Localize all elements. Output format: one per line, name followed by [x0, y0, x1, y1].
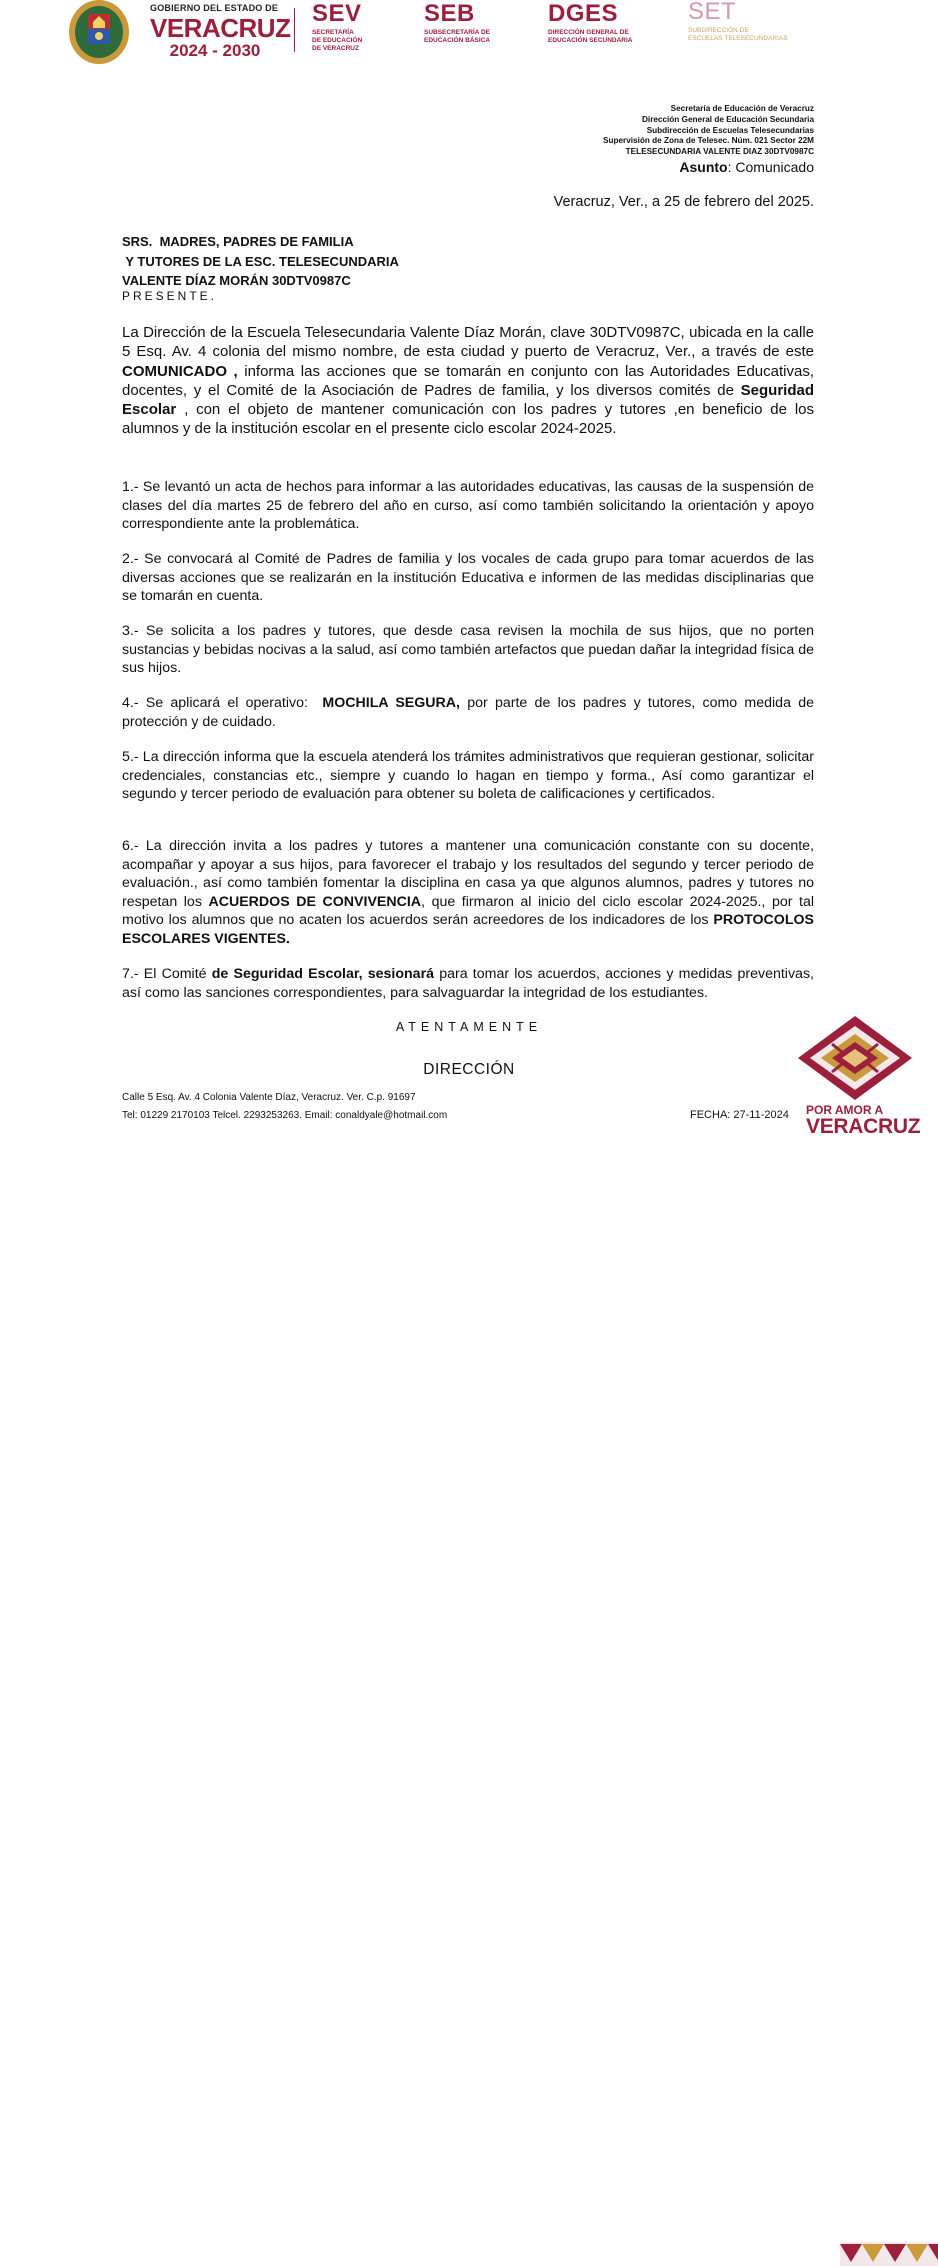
intro-text: informa las acciones que se tomarán en conjunto con las Autoridades Educativas, docentes, y el Comité de la Asociación de Padres de familia, y los diversos comités de: [122, 362, 814, 399]
letterhead-line: TELESECUNDARIA VALENTE DIAZ 30DTV0987C: [625, 147, 814, 157]
por-amor-a-veracruz-slogan: [806, 1104, 920, 1137]
dges-sub-line: DIRECCIÓN GENERAL DE: [548, 29, 629, 36]
gobierno-veracruz-logo: [150, 4, 290, 59]
seb-sub-line: EDUCACIÓN BÁSICA: [424, 37, 491, 45]
gobierno-line1: GOBIERNO DEL ESTADO DE: [150, 3, 279, 13]
item-bold: MOCHILA SEGURA,: [322, 695, 460, 711]
footer-address: Calle 5 Esq. Av. 4 Colonia Valente Díaz, Veracruz. Ver. C.p. 91697: [122, 1092, 416, 1103]
intro-bold: COMUNICADO ,: [122, 362, 238, 380]
item-3: 3.- Se solicita a los padres y tutores, que desde casa revisen la mochila de sus hijos, que no porten sustancias y bebidas nocivas a la salud, así como también artefactos que puedan dañar la integridad física de sus hijos.: [122, 623, 814, 677]
intro-text: La Dirección de la Escuela Telesecundaria Valente Díaz Morán, clave 30DTV0987C, ubicada en la calle 5 Esq. Av. 4 colonia del mismo nombre, de esta ciudad y puerto de Veracruz, Ver., a través de este: [122, 324, 814, 361]
letterhead-line: Secretaría de Educación de Veracruz: [670, 104, 814, 113]
sev-logo: [312, 2, 412, 53]
sev-sub-line: DE VERACRUZ: [312, 45, 359, 53]
recipients: [122, 232, 399, 291]
slogan-top: POR AMOR A: [806, 1103, 884, 1117]
dges-logo: [548, 2, 688, 45]
sev-acronym: SEV: [312, 0, 362, 27]
letterhead-line: Dirección General de Educación Secundaria: [642, 114, 814, 124]
item-text: 4.- Se aplicará el operativo:: [122, 695, 323, 711]
direccion-signature: DIRECCIÓN: [423, 1061, 515, 1078]
por-amor-a-veracruz-emblem-icon: [796, 1014, 914, 1100]
recipient-line: SRS. MADRES, PADRES DE FAMILIA: [122, 234, 354, 249]
header-divider: [294, 8, 295, 52]
item-7: [122, 965, 814, 1002]
intro-bold: Seguridad Escolar: [122, 381, 814, 419]
set-sub-line: SUBDIRECCIÓN DE: [688, 27, 749, 34]
asunto: [679, 159, 814, 175]
item-bold: de Seguridad Escolar, sesionará: [211, 966, 434, 982]
item-2: 2.- Se convocará al Comité de Padres de familia y los vocales de cada grupo para tomar acuerdos de las diversas acciones que se realizarán en la institución Educativa e informen de las medidas disciplinarias que se tomarán en cuenta.: [122, 551, 814, 605]
gobierno-line3: 2024 - 2030: [169, 41, 261, 60]
dges-sub-line: EDUCACIÓN SECUNDARIA: [548, 37, 633, 45]
item-text: para tomar los acuerdos, acciones y medidas preventivas, así como las sanciones correspondientes, para salvaguardar la integridad de los estudiantes.: [122, 966, 814, 1001]
dges-acronym: DGES: [548, 0, 619, 27]
recipient-line: VALENTE DÍAZ MORÁN 30DTV0987C: [122, 273, 351, 288]
set-acronym: SET: [688, 0, 737, 25]
seb-sub-line: SUBSECRETARÍA DE: [424, 29, 491, 36]
item-5: 5.- La dirección informa que la escuela atenderá los trámites administrativos que requieran gestionar, solicitar credenciales, constancias etc., siempre y cuando lo hagan en tiempo y forma., Así como garantizar el segundo y tercer periodo de evaluación para obtener su boleta de calificaciones y certificados.: [122, 749, 814, 803]
item-bold: PROTOCOLOS ESCOLARES VIGENTES.: [122, 912, 814, 947]
item-text: 6.- La dirección invita a los padres y tutores a mantener una comunicación constante con su docente, acompañar y apoyar a sus hijos, para favorecer el trabajo y los resultados del segundo y tercer periodo de evaluación., así como también fomentar la disciplina en casa ya que algunos alumnos, padres y tutores no respetan los: [122, 838, 814, 910]
item-text: 7.- El Comité: [122, 966, 212, 982]
intro-text: , con el objeto de mantener comunicación con los padres y tutores ,en beneficio de los alumnos y de la institución escolar en el presente ciclo escolar 2024-2025.: [122, 401, 814, 438]
footer-contact: Tel: 01229 2170103 Telcel. 2293253263. Email: conaldyale@hotmail.com: [122, 1110, 448, 1121]
veracruz-coat-of-arms-icon: [66, 0, 132, 66]
asunto-label: Asunto: [679, 159, 728, 175]
item-1: 1.- Se levantó un acta de hechos para informar a las autoridades educativas, las causas de la suspensión de clases del día martes 25 de febrero del año en curso, así como también solicitando la orientación y apoyo correspondiente ante la problemática.: [122, 479, 814, 533]
footer-fecha: FECHA: 27-11-2024: [690, 1109, 789, 1121]
set-sub-line: ESCUELAS TELESECUNDARIAS: [688, 35, 788, 43]
set-logo: [688, 0, 828, 43]
sev-sub-line: SECRETARÍA: [312, 29, 354, 36]
item-4: [122, 694, 814, 731]
letterhead-block: [603, 104, 814, 158]
presente: PRESENTE.: [122, 289, 218, 303]
item-text: , que firmaron al inicio del ciclo escolar 2024-2025., por tal motivo los alumnos que no acaten los acuerdos serán acreedores de los indicadores de los: [122, 893, 814, 929]
asunto-value: : Comunicado: [727, 159, 814, 175]
item-bold: ACUERDOS DE CONVIVENCIA: [208, 893, 422, 910]
atentamente: ATENTAMENTE: [395, 1020, 543, 1034]
place-date: Veracruz, Ver., a 25 de febrero del 2025.: [553, 194, 814, 210]
decorative-triangle-band: [840, 2242, 938, 2266]
seb-logo: [424, 2, 544, 45]
intro-paragraph: [122, 323, 814, 439]
letterhead-line: Subdirección de Escuelas Telesecundarias: [646, 125, 814, 135]
recipient-line: Y TUTORES DE LA ESC. TELESECUNDARIA: [122, 253, 399, 269]
gobierno-line2: VERACRUZ: [150, 13, 291, 43]
slogan-bottom: VERACRUZ: [806, 1115, 921, 1138]
seb-acronym: SEB: [424, 0, 475, 27]
item-6: [122, 837, 814, 949]
letterhead-line: Supervisión de Zona de Telesec. Núm. 021 Sector 22M: [603, 136, 814, 146]
sev-sub-line: DE EDUCACIÓN: [312, 37, 363, 45]
item-text: por parte de los padres y tutores, como medida de protección y de cuidado.: [122, 695, 814, 730]
